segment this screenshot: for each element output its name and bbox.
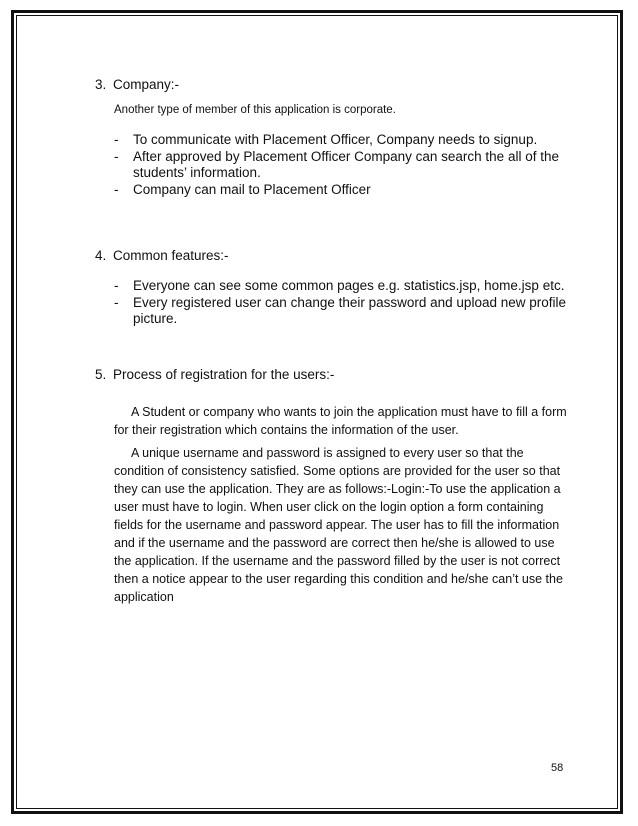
registration-paragraph-2: A unique username and password is assigned to every user so that the condition of consistency satisfied. Some options are provided for the user so that they can use the application. They are as follows:-Login:-To use the application a user must have to login. When user click on the login option a form containing fields for the username and password appear. The user has to fill the information and if the username and the password are correct then he/she is allowed to use the application. If the username and the password filled by the user is not correct then a notice appear to the user regarding this condition and he/she can’t use the application: [114, 446, 563, 604]
registration-paragraph-1: A Student or company who wants to join the application must have to fill a form for their registration which contains the information of the user.: [114, 405, 567, 437]
section-title: Common features:-: [113, 248, 229, 263]
section-number: 4.: [95, 248, 107, 263]
bullet-dash: -: [114, 294, 119, 310]
company-bullet-list: [114, 132, 574, 198]
section-title: Process of registration for the users:-: [113, 367, 335, 382]
section-number: 5.: [95, 367, 107, 382]
bullet-dash: -: [114, 278, 119, 293]
list-item: - Everyone can see some common pages e.g. statistics.jsp, home.jsp etc.: [114, 278, 565, 293]
section-heading-common: [95, 247, 229, 264]
list-item: - Company can mail to Placement Officer: [114, 181, 371, 197]
section-heading-company: [95, 76, 179, 93]
list-item: - After approved by Placement Officer Company can search the all of the students’ information.: [114, 148, 559, 180]
list-item: - To communicate with Placement Officer, Company needs to signup.: [114, 132, 538, 147]
bullet-dash: -: [114, 181, 119, 197]
list-item: - Every registered user can change their password and upload new profile picture.: [114, 294, 567, 326]
section-number: 3.: [95, 77, 107, 92]
bullet-dash: -: [114, 132, 119, 147]
section-heading-registration: [95, 366, 334, 383]
section-title: Company:-: [113, 77, 180, 92]
common-bullet-list: [114, 278, 574, 328]
company-intro: Another type of member of this application is corporate.: [114, 104, 396, 116]
page-number: 58: [551, 762, 564, 774]
bullet-dash: -: [114, 148, 119, 164]
